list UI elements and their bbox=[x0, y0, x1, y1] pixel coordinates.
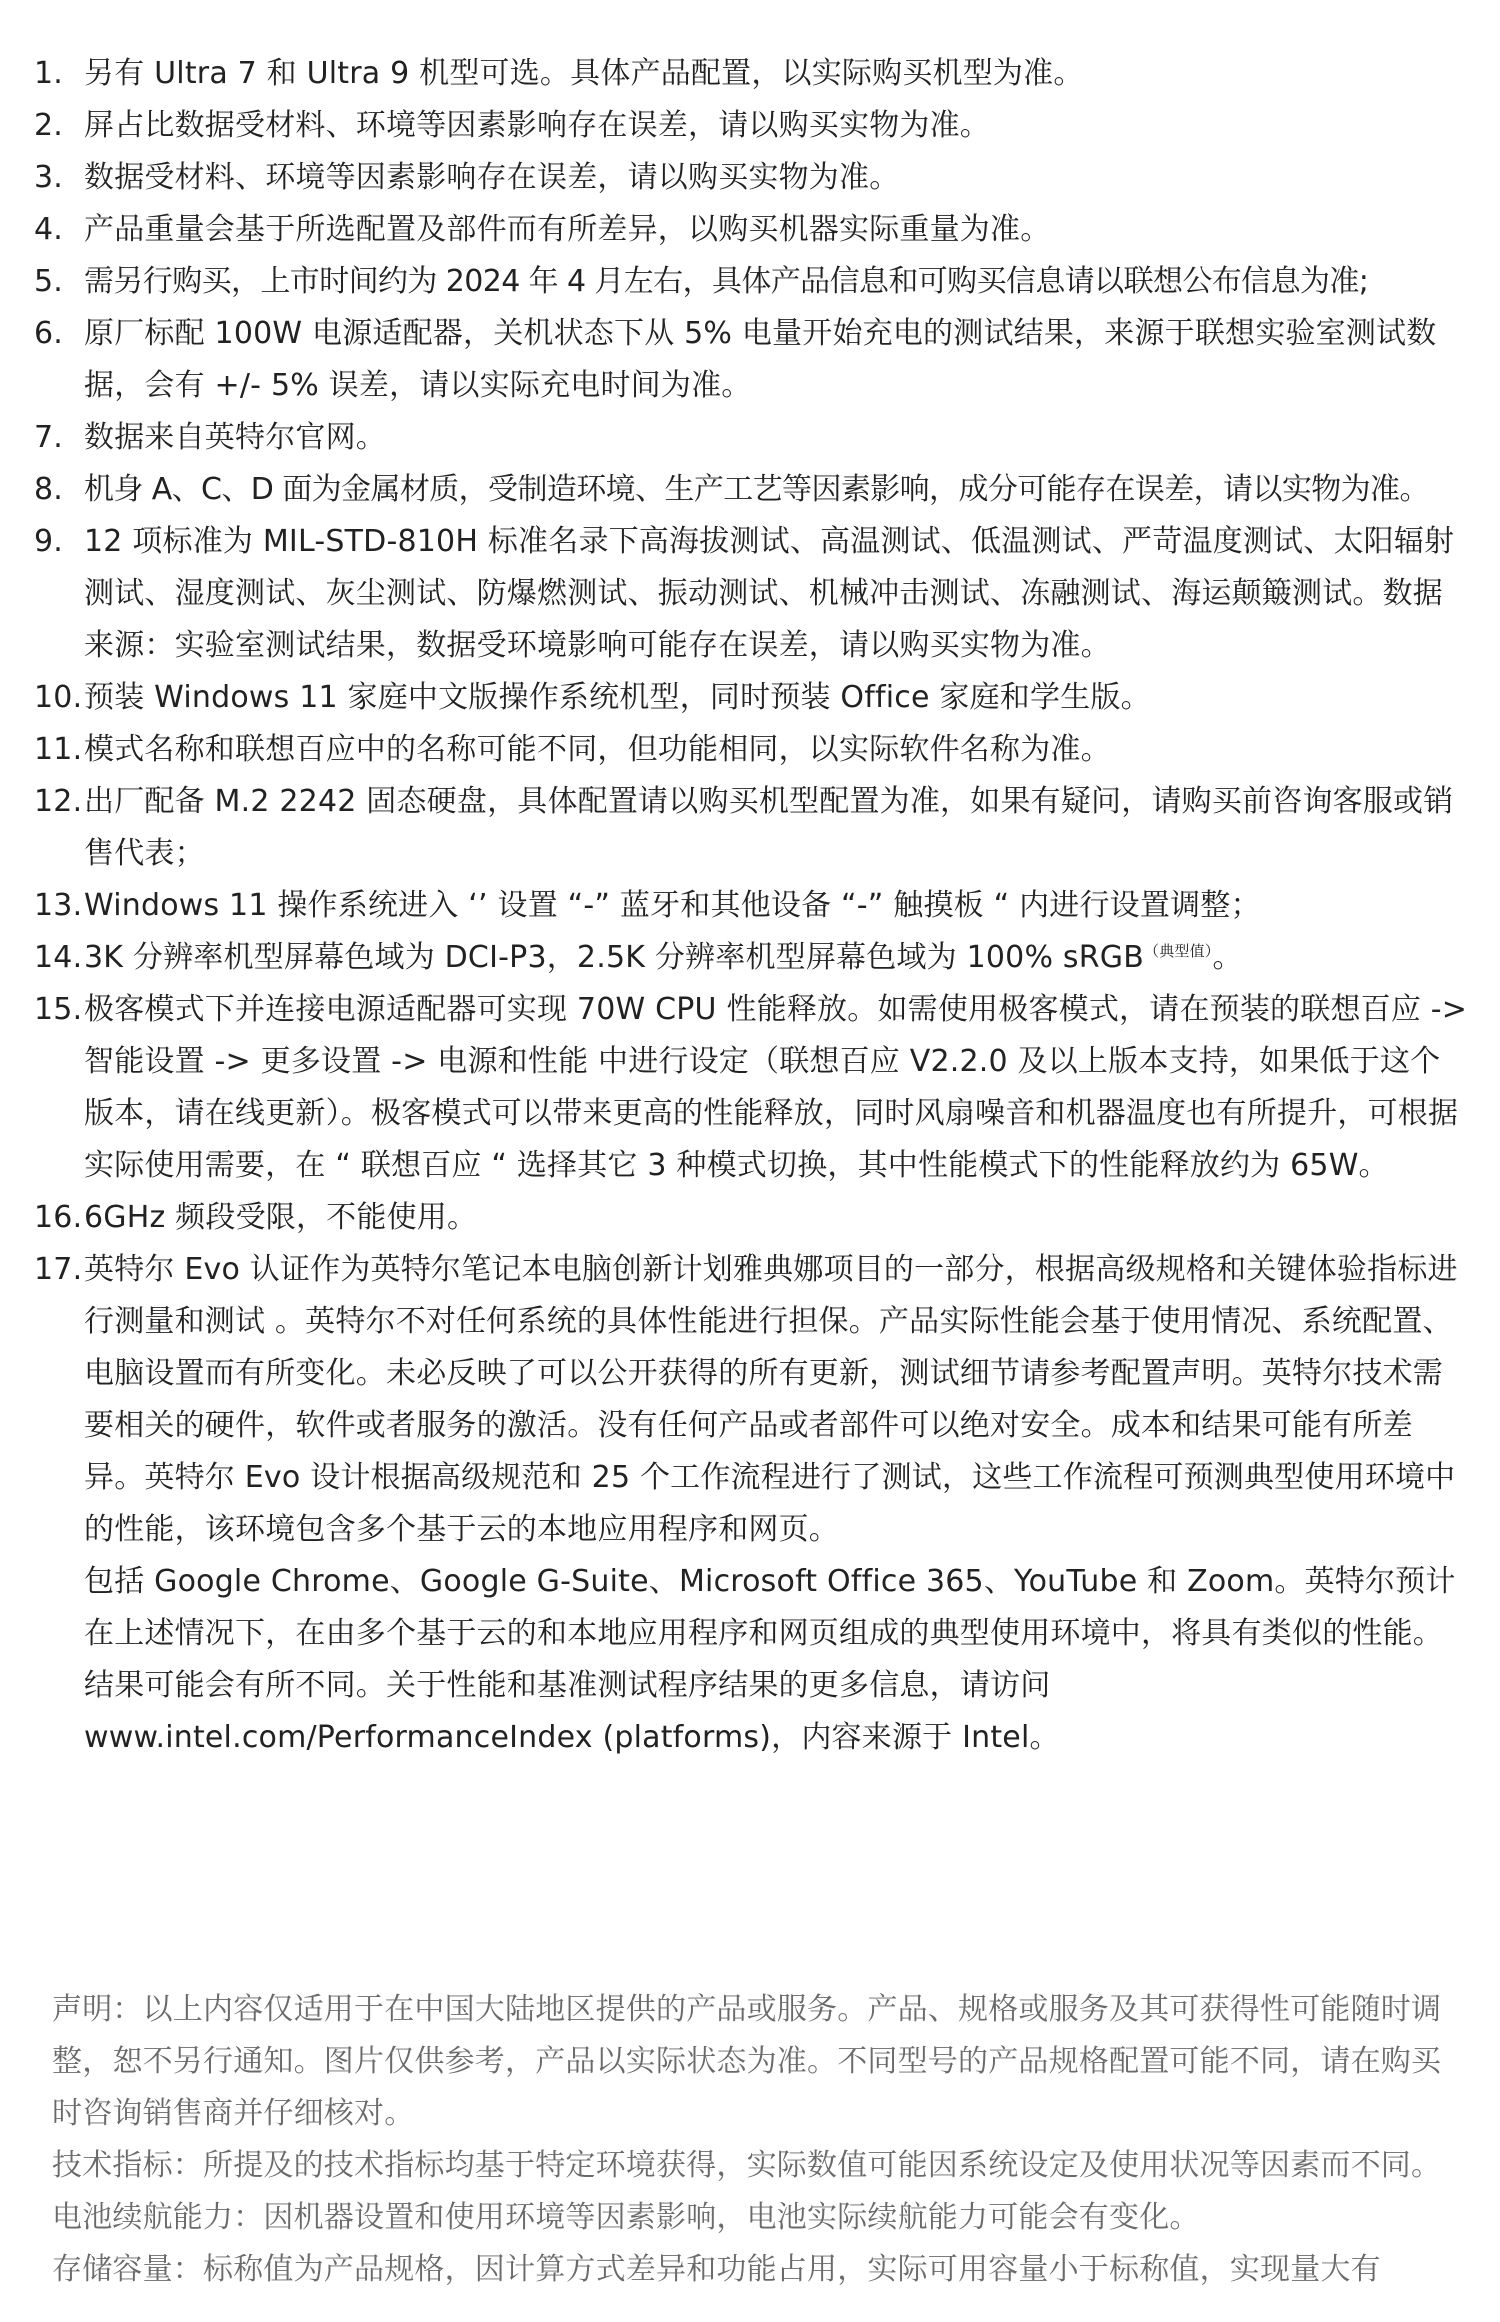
footnote-item bbox=[0, 464, 1500, 516]
footnote-text: 出厂配备 M.2 2242 固态硬盘，具体配置请以购买机型配置为准，如果有疑问，请购买前咨询客服或销售代表； bbox=[84, 784, 1454, 871]
footnote-text: 模式名称和联想百应中的名称可能不同，但功能相同，以实际软件名称为准。 bbox=[84, 732, 1111, 767]
disclaimer-statement: 声明：以上内容仅适用于在中国大陆地区提供的产品或服务。产品、规格或服务及其可获得性可能随时调整，恕不另行通知。图片仅供参考，产品以实际状态为准。不同型号的产品规格配置可能不同，请在购买时咨询销售商并仔细核对。 bbox=[52, 1992, 1442, 2131]
footnote-text: 数据来自英特尔官网。 bbox=[84, 420, 386, 455]
footnote-text: 需另行购买，上市时间约为 2024 年 4 月左右，具体产品信息和可购买信息请以联想公布信息为准; bbox=[84, 264, 1369, 299]
footnote-number: 13. bbox=[34, 888, 83, 923]
footnote-item bbox=[0, 1244, 1500, 1764]
footnote-number: 2. bbox=[34, 108, 64, 143]
footnote-text-main: 3K 分辨率机型屏幕色域为 DCI-P3，2.5K 分辨率机型屏幕色域为 100% sRGB bbox=[84, 940, 1144, 975]
footnote-item bbox=[0, 100, 1500, 152]
footnote-item bbox=[0, 48, 1500, 100]
footnote-number: 6. bbox=[34, 316, 64, 351]
footnote-text: 另有 Ultra 7 和 Ultra 9 机型可选。具体产品配置，以实际购买机型为准。 bbox=[84, 56, 1084, 91]
footnote-number: 16. bbox=[34, 1200, 83, 1235]
footnote-item bbox=[0, 152, 1500, 204]
footnote-text: 英特尔 Evo 认证作为英特尔笔记本电脑创新计划雅典娜项目的一部分，根据高级规格和关键体验指标进行测量和测试 。英特尔不对任何系统的具体性能进行担保。产品实际性能会基于使用情况、系统配置、电脑设置而有所变化。未必反映了可以公开获得的所有更新，测试细节请参考配置声明。英特尔技术需要相关的硬件，软件或者服务的激活。没有任何产品或者部件可以绝对安全。成本和结果可能有所差异。英特尔 Evo 设计根据高级规范和 25 个工作流程进行了测试，这些工作流程可预测典型使用环境中的性能，该环境包含多个基于云的本地应用程序和网页。 bbox=[84, 1252, 1458, 1547]
footnote-number: 8. bbox=[34, 472, 64, 507]
footnote-item bbox=[0, 776, 1500, 880]
footnote-item bbox=[0, 672, 1500, 724]
footnote-item bbox=[0, 412, 1500, 464]
footnote-item bbox=[0, 724, 1500, 776]
footnote-text-continued: 包括 Google Chrome、Google G-Suite、Microsoft Office 365、YouTube 和 Zoom。英特尔预计在上述情况下，在由多个基于云的和本地应用程序和网页组成的典型使用环境中，将具有类似的性能。结果可能会有所不同。关于性能和基准测试程序结果的更多信息，请访问 www.intel.com/PerformanceIndex (platforms)，内容来源于 Intel。 bbox=[84, 1564, 1456, 1755]
disclaimer-technical-specs: 技术指标：所提及的技术指标均基于特定环境获得，实际数值可能因系统设定及使用状况等因素而不同。 bbox=[52, 2148, 1442, 2183]
footnote-number: 12. bbox=[34, 784, 83, 819]
footnotes-list bbox=[0, 48, 1500, 1764]
footnote-text: 产品重量会基于所选配置及部件而有所差异，以购买机器实际重量为准。 bbox=[84, 212, 1051, 247]
disclaimer-storage-capacity: 存储容量：标称值为产品规格，因计算方式差异和功能占用，实际可用容量小于标称值，实现量大有 bbox=[52, 2252, 1381, 2287]
footnote-number: 9. bbox=[34, 524, 64, 559]
footnote-item bbox=[0, 256, 1500, 308]
footnote-number: 3. bbox=[34, 160, 64, 195]
footnote-item bbox=[0, 1192, 1500, 1244]
footnote-number: 15. bbox=[34, 992, 83, 1027]
disclaimer-battery-life: 电池续航能力：因机器设置和使用环境等因素影响，电池实际续航能力可能会有变化。 bbox=[52, 2200, 1200, 2235]
footnote-text: 原厂标配 100W 电源适配器，关机状态下从 5% 电量开始充电的测试结果，来源于联想实验室测试数据，会有 +/- 5% 误差，请以实际充电时间为准。 bbox=[84, 316, 1437, 403]
footnote-number: 10. bbox=[34, 680, 83, 715]
footnote-text: 数据受材料、环境等因素影响存在误差，请以购买实物为准。 bbox=[84, 160, 900, 195]
footnote-text: 12 项标准为 MIL-STD-810H 标准名录下高海拔测试、高温测试、低温测试、严苛温度测试、太阳辐射测试、湿度测试、灰尘测试、防爆燃测试、振动测试、机械冲击测试、冻融测试、海运颠簸测试。数据来源：实验室测试结果，数据受环境影响可能存在误差，请以购买实物为准。 bbox=[84, 524, 1455, 663]
footnote-item bbox=[0, 204, 1500, 256]
footnote-item bbox=[0, 516, 1500, 672]
footnote-text: 屏占比数据受材料、环境等因素影响存在误差，请以购买实物为准。 bbox=[84, 108, 990, 143]
footnote-text: 预装 Windows 11 家庭中文版操作系统机型，同时预装 Office 家庭和学生版。 bbox=[84, 680, 1151, 715]
footnote-number: 1. bbox=[34, 56, 64, 91]
footnote-text bbox=[84, 932, 1470, 984]
footnote-item bbox=[0, 984, 1500, 1192]
footnote-item bbox=[0, 932, 1500, 984]
footnote-text: Windows 11 操作系统进入 ‘’ 设置 “-” 蓝牙和其他设备 “-” 触摸板 “ 内进行设置调整； bbox=[84, 888, 1261, 923]
footnote-number: 14. bbox=[34, 940, 83, 975]
footnote-superscript: （典型值） bbox=[1144, 942, 1213, 960]
footnote-text: 6GHz 频段受限，不能使用。 bbox=[84, 1200, 478, 1235]
footnote-text: 极客模式下并连接电源适配器可实现 70W CPU 性能释放。如需使用极客模式，请在预装的联想百应 -> 智能设置 -> 更多设置 -> 电源和性能 中进行设定（联想百应 V2.2.0 及以上版本支持，如果低于这个版本，请在线更新）。极客模式可以带来更高的性能释放，同时风扇噪音和机器温度也有所提升，可根据实际使用需要，在 “ 联想百应 “ 选择其它 3 种模式切换，其中性能模式下的性能释放约为 65W。 bbox=[84, 992, 1468, 1183]
footnote-number: 11. bbox=[34, 732, 83, 767]
footnote-text: 机身 A、C、D 面为金属材质，受制造环境、生产工艺等因素影响，成分可能存在误差，请以实物为准。 bbox=[84, 472, 1429, 507]
disclaimer-section bbox=[52, 1984, 1460, 2296]
footnote-number: 4. bbox=[34, 212, 64, 247]
footnote-number: 17. bbox=[34, 1252, 83, 1287]
footnote-item bbox=[0, 880, 1500, 932]
footnote-item bbox=[0, 308, 1500, 412]
footnote-number: 7. bbox=[34, 420, 64, 455]
footnote-number: 5. bbox=[34, 264, 64, 299]
footnote-text-tail: 。 bbox=[1212, 940, 1243, 975]
